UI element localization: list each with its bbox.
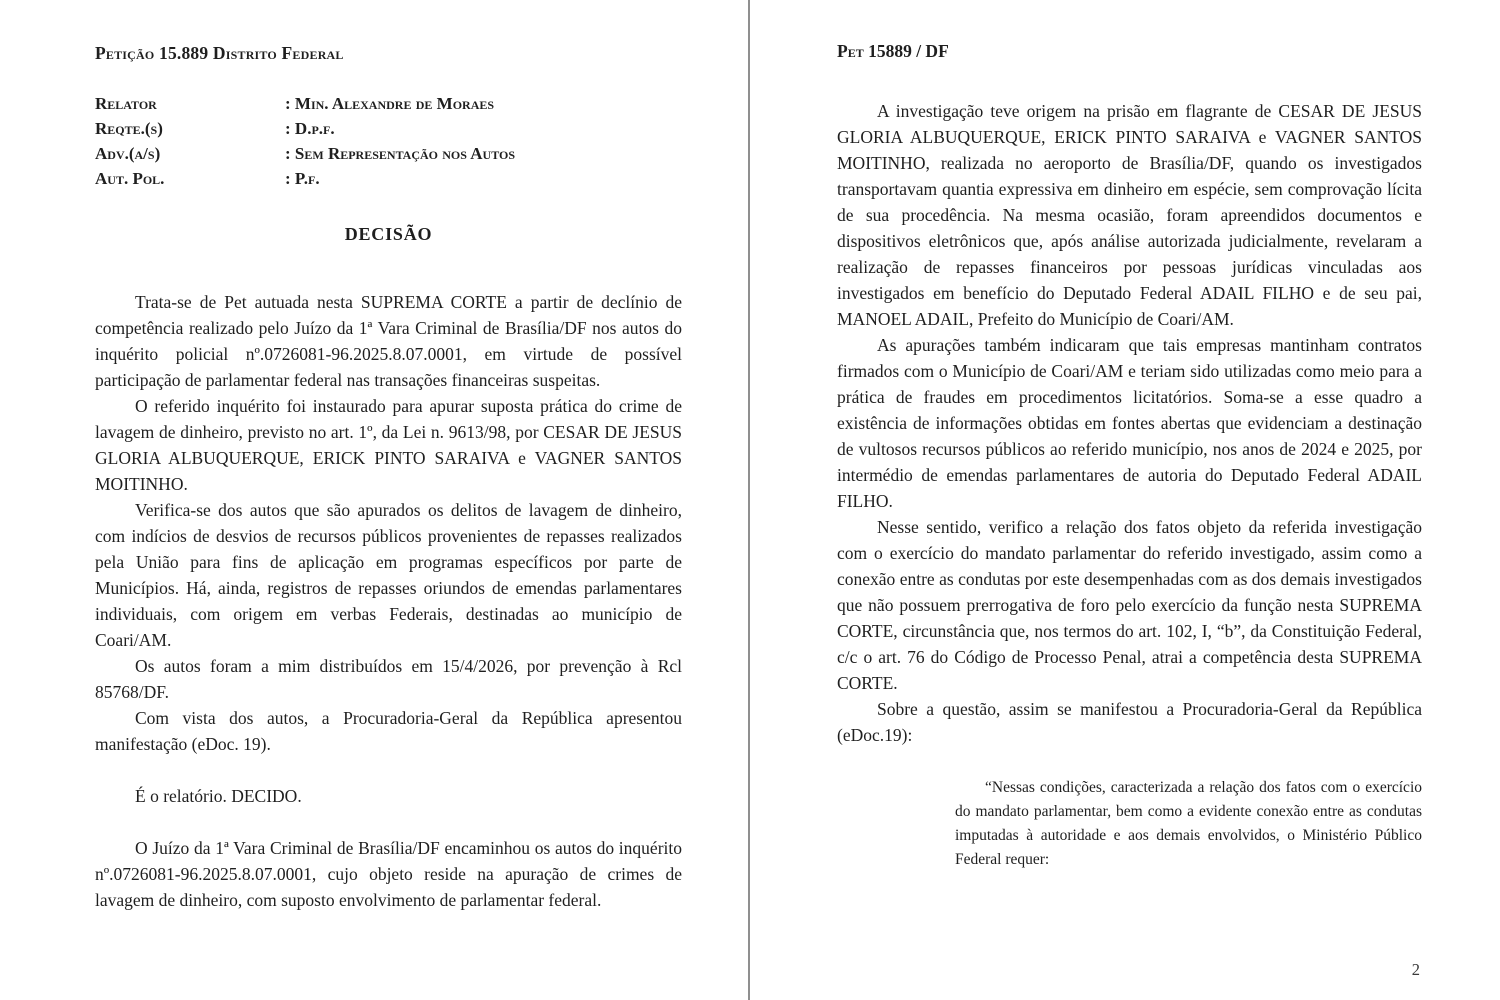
paragraph: Sobre a questão, assim se manifestou a Procuradoria-Geral da República (eDoc.19): bbox=[837, 699, 1422, 745]
field-label-reqte: Reqte.(s) bbox=[95, 119, 163, 138]
paragraph: Nesse sentido, verifico a relação dos fatos objeto da referida investigação com o exercício do mandato parlamentar do referido investigado, assim como a conexão entre as condutas por este desempenhadas com as dos demais investigados que não possuem prerrogativa de foro pelo exercício da função nesta SUPREMA CORTE, circunstância que, nos termos do art. 102, I, “b”, da Constituição Federal, c/c o art. 76 do Código de Processo Penal, atrai a competência desta SUPREMA CORTE. bbox=[837, 517, 1422, 693]
case-header-fields bbox=[95, 91, 682, 191]
report-decido-line: É o relatório. DECIDO. bbox=[135, 786, 302, 806]
field-row-reqte bbox=[95, 116, 682, 141]
running-header: Pet 15889 / DF bbox=[837, 41, 949, 61]
field-value-relator: : Min. Alexandre de Moraes bbox=[285, 94, 495, 113]
field-label-adv: Adv.(a/s) bbox=[95, 144, 161, 163]
right-page-body bbox=[837, 98, 1422, 872]
page-number: 2 bbox=[1411, 960, 1420, 979]
paragraph: As apurações também indicaram que tais empresas mantinham contratos firmados com o Município de Coari/AM e teriam sido utilizadas como meio para a prática de fraudes em procedimentos licitatórios. Soma-se a esse quadro a existência de informações obtidas em fontes abertas que evidenciam a destinação de vultosos recursos públicos ao referido município, nos anos de 2024 e 2025, por intermédio de emendas parlamentares de autoria do Deputado Federal ADAIL FILHO. bbox=[837, 335, 1422, 511]
paragraph: Verifica-se dos autos que são apurados os delitos de lavagem de dinheiro, com indícios de desvios de recursos públicos provenientes de repasses realizados pela União para fins de aplicação em programas específicos por parte de Municípios. Há, ainda, registros de repasses oriundos de emendas parlamentares individuais, com origem em verbas Federais, destinadas ao município de Coari/AM. bbox=[95, 500, 682, 650]
paragraph: Com vista dos autos, a Procuradoria-Geral da República apresentou manifestação (eDoc. 19). bbox=[95, 708, 682, 754]
pgr-quote-block bbox=[955, 776, 1422, 872]
paragraph: Os autos foram a mim distribuídos em 15/4/2026, por prevenção à Rcl 85768/DF. bbox=[95, 656, 682, 702]
case-title: Petição 15.889 Distrito Federal bbox=[95, 43, 344, 63]
field-row-relator bbox=[95, 91, 682, 116]
field-value-aut-pol: : P.f. bbox=[285, 169, 320, 188]
field-row-adv bbox=[95, 141, 682, 166]
left-page-body bbox=[95, 289, 682, 913]
paragraph: O referido inquérito foi instaurado para apurar suposta prática do crime de lavagem de dinheiro, previsto no art. 1º, da Lei n. 9613/98, por CESAR DE JESUS GLORIA ALBUQUERQUE, ERICK PINTO SARAIVA e VAGNER SANTOS MOITINHO. bbox=[95, 396, 682, 494]
document-page-right bbox=[750, 0, 1500, 1000]
field-value-reqte: : D.p.f. bbox=[285, 119, 335, 138]
decision-heading: DECISÃO bbox=[344, 224, 433, 244]
field-label-aut-pol: Aut. Pol. bbox=[95, 169, 165, 188]
quote-paragraph: “Nessas condições, caracterizada a relação dos fatos com o exercício do mandato parlamentar, bem como a evidente conexão entre as condutas imputadas à autoridade e aos demais envolvidos, o Ministério Público Federal requer: bbox=[955, 779, 1422, 868]
field-label-relator: Relator bbox=[95, 94, 157, 113]
field-value-adv: : Sem Representação nos Autos bbox=[285, 144, 515, 163]
paragraph: Trata-se de Pet autuada nesta SUPREMA CORTE a partir de declínio de competência realizado pelo Juízo da 1ª Vara Criminal de Brasília/DF nos autos do inquérito policial nº.0726081-96.2025.8.07.0001, em virtude de possível participação de parlamentar federal nas transações financeiras suspeitas. bbox=[95, 292, 682, 390]
field-row-aut-pol bbox=[95, 166, 682, 191]
paragraph: A investigação teve origem na prisão em flagrante de CESAR DE JESUS GLORIA ALBUQUERQUE, ERICK PINTO SARAIVA e VAGNER SANTOS MOITINHO, realizada no aeroporto de Brasília/DF, quando os investigados transportavam quantia expressiva em dinheiro em espécie, sem comprovação lícita de sua procedência. Na mesma ocasião, foram apreendidos documentos e dispositivos eletrônicos que, após análise autorizada judicialmente, revelaram a realização de repasses financeiros por pessoas jurídicas vinculadas aos investigados em benefício do Deputado Federal ADAIL FILHO e de seu pai, MANOEL ADAIL, Prefeito do Município de Coari/AM. bbox=[837, 101, 1422, 329]
paragraph: O Juízo da 1ª Vara Criminal de Brasília/DF encaminhou os autos do inquérito nº.0726081-96.2025.8.07.0001, cujo objeto reside na apuração de crimes de lavagem de dinheiro, com suposto envolvimento de parlamentar federal. bbox=[95, 838, 682, 910]
